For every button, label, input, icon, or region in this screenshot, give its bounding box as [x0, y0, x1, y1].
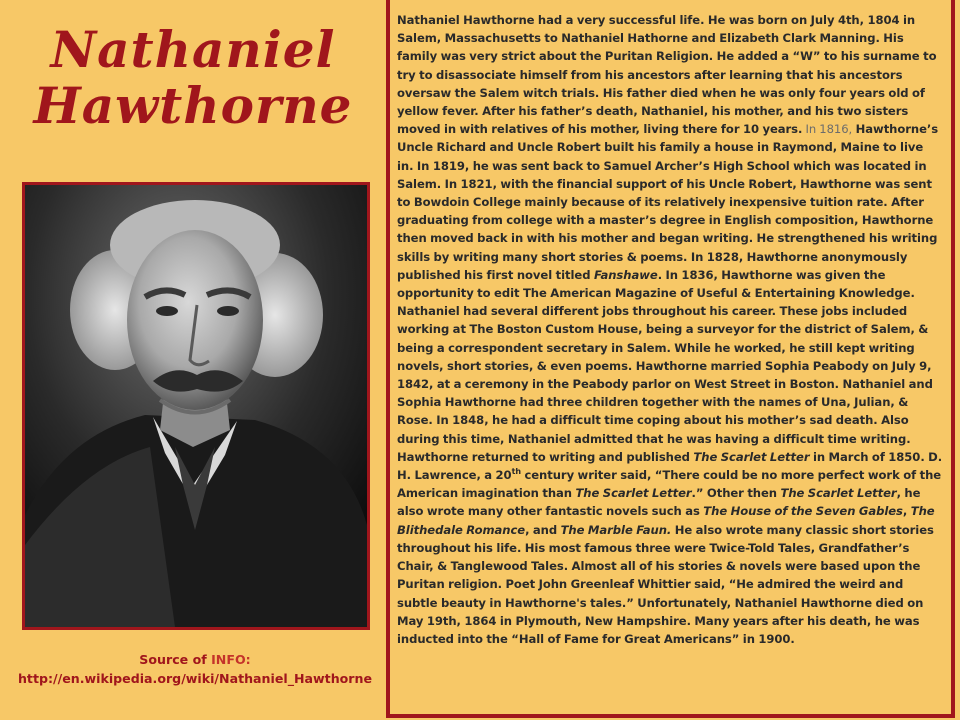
bio-text-box	[386, 0, 955, 718]
bio-text: .” Other then	[691, 486, 781, 501]
source-url[interactable]: http://en.wikipedia.org/wiki/Nathaniel_Hawthorne	[17, 671, 373, 686]
page-title	[8, 22, 378, 134]
bio-text: in March of 1850. D. H. Lawrence, a 20	[397, 449, 943, 483]
bio-paragraph	[397, 11, 943, 648]
portrait-image	[25, 185, 367, 627]
bio-text: In 1816,	[802, 122, 853, 137]
title-line-1: Nathaniel	[50, 20, 336, 79]
title-line-2: Hawthorne	[33, 76, 353, 135]
source-label: Source of	[139, 652, 212, 667]
source-label-info: INFO:	[211, 652, 251, 667]
book-title-scarlet-letter: The Scarlet Letter	[693, 449, 810, 464]
bio-text: century writer said, “There could be no more perfect work of the American imagination than	[397, 468, 942, 501]
bio-text: , and	[525, 522, 561, 537]
bio-text: . In 1836, Hawthorne was given the opportunity to edit The American Magazine of Useful & Entertaining Knowledge. Nathaniel had several different jobs throughout his career. These jobs included working at The Boston Custom House, being a surveyor for the district of Salem, & being a correspondent secretary in Salem. While he worked, he still kept writing novels, short stories, & even poems. Hawthorne married Sophia Peabody on July 9, 1842, at a ceremony in the Peabody parlor on West Street in Boston. Nathaniel and Sophia Hawthorne had three children together with the names of Una, Julian, & Rose. In 1848, he had a difficult time coping about his mother’s sad death. Also during this time, Nathaniel admitted that he was having a difficult time writing. Hawthorne returned to writing and published	[397, 267, 933, 464]
source-citation	[4, 650, 386, 688]
book-title-scarlet-letter: The Scarlet Letter	[780, 486, 897, 501]
book-title-scarlet-letter: The Scarlet Letter	[575, 486, 692, 501]
bio-text: Hawthorne’s Uncle Richard and Uncle Robert built his family a house in Raymond, Maine to live in. In 1819, he was sent back to Samuel Archer’s High School which was located in Salem. In 1821, with the financial support of his Uncle Robert, Hawthorne was sent to Bowdoin College mainly because of its relatively inexpensive tuition rate. After graduating from college with a master’s degree in English composition, Hawthorne then moved back in with his mother and began writing. He strengthened his writing skills by writing many short stories & poems. In 1828, Hawthorne anonymously published his first novel titled	[397, 122, 939, 282]
bio-text: , he also wrote many other fantastic novels such as	[397, 486, 921, 519]
portrait-photo	[22, 182, 370, 630]
ordinal-suffix: th	[511, 467, 521, 477]
bio-text: ,	[902, 504, 911, 519]
book-title-marble-faun: The Marble Faun.	[560, 522, 672, 537]
book-title-blithedale: The Blithedale Romance	[397, 504, 935, 537]
bio-text: He also wrote many classic short stories throughout his life. His most famous three were Twice-Told Tales, Grandfather’s Chair, & Tanglewood Tales. Almost all of his stories & novels were based upon the Puritan religion. Poet John Greenleaf Whittier said, “He admired the weird and subtle beauty in Hawthorne's tales.” Unfortunately, Nathaniel Hawthorne died on May 19th, 1864 in Plymouth, New Hampshire. Many years after his death, he was inducted into the “Hall of Fame for Great Americans” in 1900.	[397, 522, 934, 646]
book-title-seven-gables: The House of the Seven Gables	[703, 504, 903, 519]
bio-text: Nathaniel Hawthorne had a very successful life. He was born on July 4th, 1804 in Salem, Massachusetts to Nathaniel Hathorne and Elizabeth Clark Manning. His family was very strict about the Puritan Religion. He added a “W” to his surname to try to disassociate himself from his ancestors after learning that his ancestors oversaw the Salem witch trials. His father died when he was only four years old of yellow fever. After his father’s death, Nathaniel, his mother, and his two sisters moved in with relatives of his mother, living there for 10 years.	[397, 13, 937, 137]
book-title-fanshawe: Fanshawe	[593, 267, 658, 282]
